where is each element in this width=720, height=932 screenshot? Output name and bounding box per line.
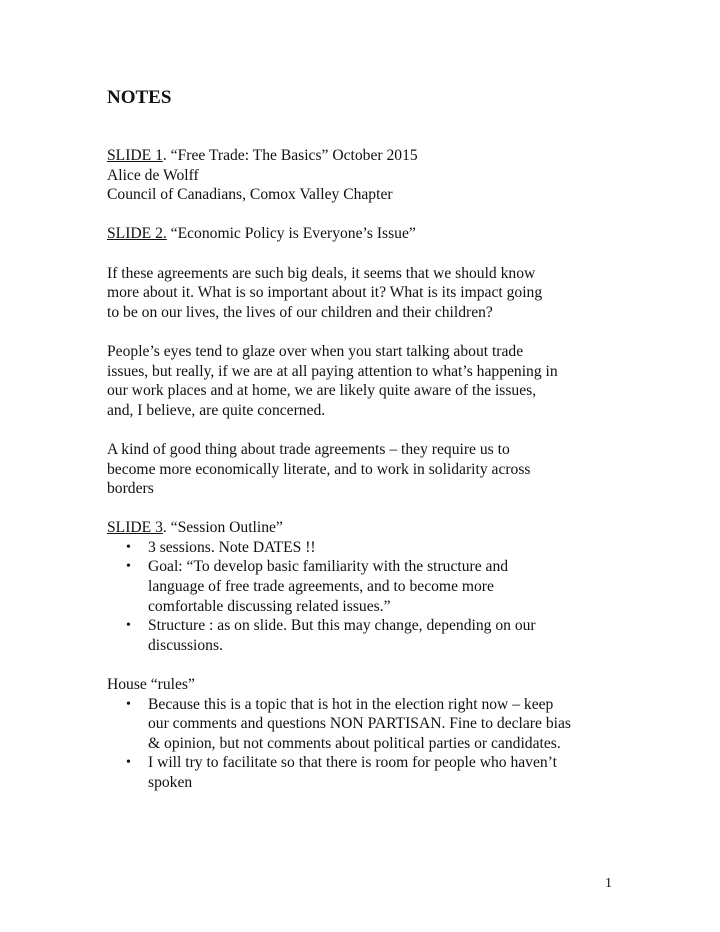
paragraph-line: issues, but really, if we are at all paying attention to what’s happening in xyxy=(107,362,558,380)
slide-2-block xyxy=(107,224,627,244)
author-name: Alice de Wolff xyxy=(107,166,199,184)
list-item-line: comfortable discussing related issues.” xyxy=(148,597,391,615)
list-item xyxy=(107,538,627,558)
slide-3-label: SLIDE 3 xyxy=(107,519,163,537)
bullet-icon: • xyxy=(126,696,131,712)
list-item-line: Goal: “To develop basic familiarity with the structure and xyxy=(148,558,509,576)
bullet-icon: • xyxy=(126,618,131,634)
list-item-line: language of free trade agreements, and to become more xyxy=(148,578,494,596)
paragraph-line: and, I believe, are quite concerned. xyxy=(107,401,326,419)
paragraph-line: our work places and at home, we are likely quite aware of the issues, xyxy=(107,382,537,400)
slide-1-label: SLIDE 1 xyxy=(107,147,163,164)
bullet-icon: • xyxy=(126,755,131,771)
paragraph-1 xyxy=(107,264,627,323)
paragraph-line: borders xyxy=(107,480,154,498)
list-item-line: I will try to facilitate so that there is room for people who haven’t xyxy=(148,754,557,772)
paragraph-line: to be on our lives, the lives of our children and their children? xyxy=(107,303,493,321)
slide-2-title: “Economic Policy is Everyone’s Issue” xyxy=(166,225,416,243)
paragraph-2 xyxy=(107,342,627,420)
list-item-line: discussions. xyxy=(148,636,223,654)
slide-3-block xyxy=(107,518,627,655)
list-item-line: 3 sessions. Note DATES !! xyxy=(148,538,316,556)
house-rules-block xyxy=(107,675,627,793)
paragraph-line: A kind of good thing about trade agreements – they require us to xyxy=(107,440,510,458)
list-item-line: spoken xyxy=(148,774,193,791)
page-heading: NOTES xyxy=(107,87,172,108)
list-item xyxy=(107,616,627,655)
list-item xyxy=(107,753,627,792)
paragraph-line: If these agreements are such big deals, it seems that we should know xyxy=(107,264,536,282)
list-item-line: Structure : as on slide. But this may change, depending on our xyxy=(148,617,536,635)
slide-3-title: . “Session Outline” xyxy=(162,519,283,537)
house-rules-list xyxy=(107,695,627,793)
list-item-line: our comments and questions NON PARTISAN. Fine to declare bias xyxy=(148,715,571,733)
session-outline-list xyxy=(107,538,627,656)
paragraph-line: People’s eyes tend to glaze over when you start talking about trade xyxy=(107,342,524,360)
page-number: 1 xyxy=(605,876,612,891)
paragraph-line: become more economically literate, and to work in solidarity across xyxy=(107,460,531,478)
paragraph-3 xyxy=(107,440,627,499)
slide-3-line xyxy=(107,518,627,538)
bullet-icon: • xyxy=(126,559,131,575)
list-item xyxy=(107,695,627,754)
bullet-icon: • xyxy=(126,539,131,555)
slide-2-label: SLIDE 2. xyxy=(107,225,167,243)
list-item-line: & opinion, but not comments about political parties or candidates. xyxy=(148,734,561,752)
organization-name: Council of Canadians, Comox Valley Chapter xyxy=(107,186,393,204)
document-body xyxy=(107,86,627,812)
slide-1-block xyxy=(107,146,627,205)
list-item xyxy=(107,557,627,616)
paragraph-line: more about it. What is so important about it? What is its impact going xyxy=(107,284,543,302)
slide-1-title: . “Free Trade: The Basics” October 2015 xyxy=(162,147,418,164)
list-item-line: Because this is a topic that is hot in the election right now – keep xyxy=(148,695,554,713)
slide-1-line xyxy=(107,146,627,166)
slide-2-line xyxy=(107,224,627,244)
house-rules-title: House “rules” xyxy=(107,676,195,694)
